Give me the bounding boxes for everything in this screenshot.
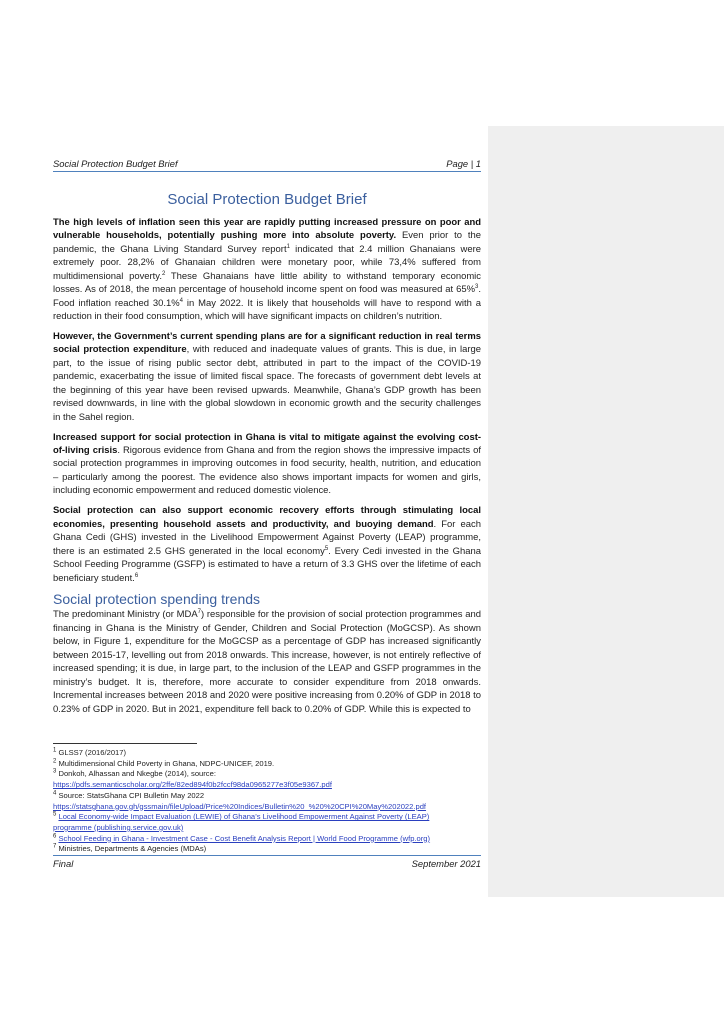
comment-pane xyxy=(488,126,724,897)
footnote-number: 4 xyxy=(53,790,57,797)
footnote-ref[interactable]: 4 xyxy=(179,297,183,304)
paragraph-text: , with reduced and inadequate values of grants. This is due, in large part, to the issue of rising public sector debt, attributed in part to the impact of the COVID-19 pandemic, exacerbating the issue of limited fiscal space. The forecasts of government debt levels at the beginning of this year have been revised upwards. Meanwhile, Ghana’s GDP growth has been revised downwards, in line with the global slowdown in economic growth and the security challenges in the Sahel region. xyxy=(53,344,481,423)
footnotes xyxy=(53,748,481,855)
page-header xyxy=(53,157,481,172)
footnote-link[interactable]: School Feeding in Ghana - Investment Case - Cost Benefit Analysis Report | World Food Programme (wfp.org) xyxy=(58,833,431,843)
footnote-text: Donkoh, Alhassan and Nkegbe (2014), source: xyxy=(58,769,216,779)
footnote-number: 2 xyxy=(53,758,57,765)
header-page-number: Page | 1 xyxy=(446,158,481,169)
footnote-4 xyxy=(53,791,481,802)
paragraph-text: The predominant Ministry (or MDA xyxy=(53,609,198,621)
footnote-ref[interactable]: 5 xyxy=(324,545,329,552)
footnote-number: 3 xyxy=(53,768,57,775)
footnote-2 xyxy=(53,759,481,770)
document-body xyxy=(53,216,481,722)
footnote-ref[interactable]: 2 xyxy=(161,270,166,277)
paragraph-inflation xyxy=(53,216,481,324)
section-heading: Social protection spending trends xyxy=(53,591,261,608)
paragraph-text: ) responsible for the provision of social protection programmes and financing in Ghana is the Ministry of Gender, Children and Social Protection (MoGCSP). As shown below, in Figure 1, expenditure for the MoGCSP as a percentage of GDP has increased significantly between 2015-17, levelling out from 2018 onwards. This increase, however, is not entirely reflective of increased spending; it is due, in large part, to the inclusion of the LEAP and GSFP programmes in the ministry’s budget. It is, therefore, more accurate to consider expenditure from 2018 onwards. Incremental increases between 2018 and 2020 were positive increasing from 0.20% of GDP in 2018 to 0.23% of GDP in 2020. But in 2021, expenditure fell back to 0.20% of GDP. While this is expected to xyxy=(53,609,481,715)
paragraph-lead: However, the Government’s current spending plans are for a significant reduction in real terms social protection expenditure xyxy=(53,331,481,356)
footnote-7 xyxy=(53,844,481,855)
paragraph-cost-of-living xyxy=(53,431,481,498)
footnote-1 xyxy=(53,748,481,759)
footnote-number: 1 xyxy=(53,747,57,754)
paragraph-lead: Social protection can also support economic recovery efforts through stimulating local economies, presenting household assets and productivity, and buoying demand xyxy=(53,505,481,530)
paragraph-text: . For each Ghana Cedi (GHS) invested in the Livelihood Empowerment Against Poverty (LEAP) programme, there is an estimated 2.5 GHS generated in the local economy xyxy=(53,518,481,557)
footer-status: Final xyxy=(53,858,74,869)
footnote-number: 7 xyxy=(53,843,57,850)
footnote-ref[interactable]: 1 xyxy=(286,243,290,250)
page-footer xyxy=(53,855,481,869)
paragraph-lead: Increased support for social protection in Ghana is vital to mitigate against the evolving cost-of-living crisis xyxy=(53,431,481,457)
footnote-number: 5 xyxy=(53,811,57,818)
footnote-link[interactable]: Local Economy-wide Impact Evaluation (LEWIE) of Ghana’s Livelihood Empowerment Against Poverty (LEAP) xyxy=(58,812,430,822)
paragraph-text: . Rigorous evidence from Ghana and from the region shows the impressive impacts of social protection programmes in improving outcomes in food security, health, nutrition, and education – particularly among the poorest. The evidence also shows important impacts for women and girls, including economic empowerment and reduced domestic violence. xyxy=(53,445,482,497)
footnote-separator xyxy=(53,743,197,744)
paragraph-text: Even prior to the pandemic, the Ghana Living Standard Survey report xyxy=(53,230,482,255)
footer-date: September 2021 xyxy=(411,858,481,869)
footnote-text: Multidimensional Child Poverty in Ghana, NDPC-UNICEF, 2019. xyxy=(58,758,275,768)
paragraph-text: indicated that 2.4 million Ghanaians were extremely poor. 28,2% of Ghanaian children were monetary poor, while 73,4% suffered from multidimensional poverty. xyxy=(53,243,481,282)
paragraph-spending-plans xyxy=(53,330,481,424)
paragraph-spending-trends xyxy=(53,608,481,716)
paragraph-economic-recovery xyxy=(53,504,481,585)
header-title: Social Protection Budget Brief xyxy=(53,158,178,169)
footnote-link[interactable]: https://statsghana.gov.gh/gssmain/fileUpload/Price%20Indices/Bulletin%20_%20%20CPI%20May%202022.pdf xyxy=(53,801,427,811)
footnote-text: Ministries, Departments & Agencies (MDAs) xyxy=(58,844,207,854)
footnote-ref[interactable]: 7 xyxy=(197,609,201,616)
footnote-link[interactable]: https://pdfs.semanticscholar.org/2ffe/82ed894f0b2fccf98da0965277e3f05e9367.pdf xyxy=(53,780,332,790)
paragraph-text: . Food inflation reached 30.1% xyxy=(53,284,481,309)
footnote-text: GLSS7 (2016/2017) xyxy=(58,748,127,757)
footnote-ref[interactable]: 6 xyxy=(134,572,139,579)
footnote-text: Source: StatsGhana CPI Bulletin May 2022 xyxy=(58,790,205,800)
footnote-link[interactable]: programme (publishing.service.gov.uk) xyxy=(53,822,184,832)
paragraph-lead: The high levels of inflation seen this year are rapidly putting increased pressure on poor and vulnerable households, potentially pushing more into absolute poverty. xyxy=(53,217,481,242)
paragraph-text: in May 2022. It is likely that households will have to respond with a reduction in their food consumption, which will have significant impacts on children’s nutrition. xyxy=(53,297,481,323)
footnote-3 xyxy=(53,769,481,780)
footnote-5 xyxy=(53,812,481,823)
paragraph-text: These Ghanaians have little ability to withstand temporary economic losses. As of 2018, the mean percentage of household income spent on food was measured at 65% xyxy=(53,270,481,296)
footnote-6 xyxy=(53,834,481,845)
document-title: Social Protection Budget Brief xyxy=(167,191,367,208)
footnote-ref[interactable]: 3 xyxy=(475,284,479,291)
footnote-number: 6 xyxy=(53,833,57,840)
paragraph-text: . Every Cedi invested in the Ghana School Feeding Programme (GSFP) is estimated to have a return of 3.3 GHS over the lifetime of each beneficiary student. xyxy=(53,545,481,584)
